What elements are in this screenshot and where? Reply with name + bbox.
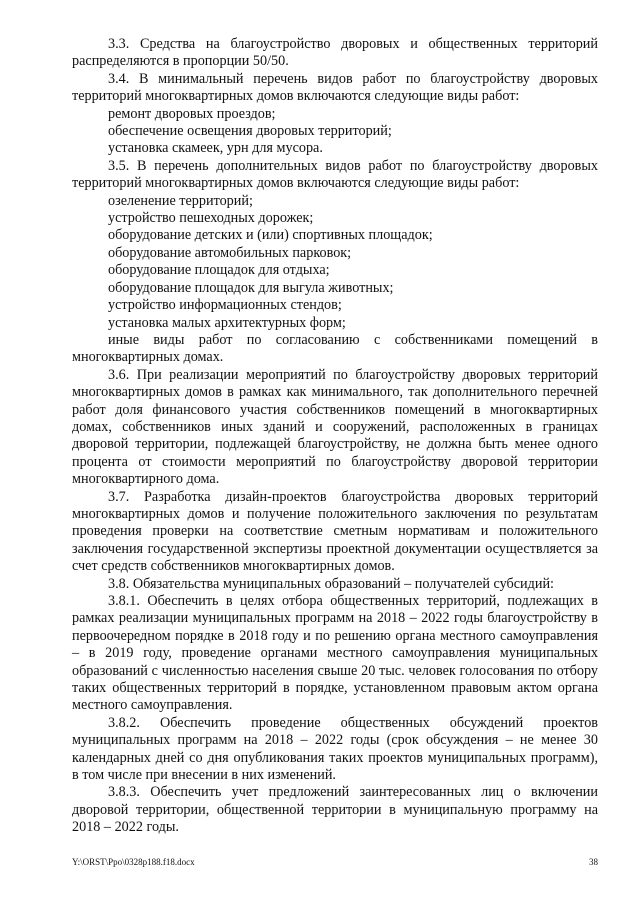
list-item: ремонт дворовых проездов;	[108, 105, 276, 122]
paragraph-3-6: 3.6. При реализации мероприятий по благоустройству дворовых территорий многоквартирных домов в рамках как минимального, так дополнительного перечней работ доля финансового участия собственников помещений в многоквартирных домах, собственников иных зданий и сооружений, расположенных в границах дворовой территории, подлежащей благоустройству, не должна быть менее одного процента от стоимости мероприятий по благоустройству дворовой территории многоквартирного дома.	[72, 366, 598, 488]
list-item: установка малых архитектурных форм;	[108, 314, 346, 331]
paragraph-3-8: 3.8. Обязательства муниципальных образований – получателей субсидий:	[108, 575, 554, 592]
list-item: оборудование детских и (или) спортивных площадок;	[108, 227, 433, 244]
page-number: 38	[589, 857, 598, 867]
paragraph-3-3: 3.3. Средства на благоустройство дворовых и общественных территорий распределяются в пропорции 50/50.	[72, 36, 598, 70]
paragraph-3-4: 3.4. В минимальный перечень видов работ по благоустройству дворовых территорий многоквартирных домов включаются следующие виды работ:	[72, 70, 598, 105]
paragraph-3-5: 3.5. В перечень дополнительных видов работ по благоустройству дворовых территорий многоквартирных домов включаются следующие виды работ:	[72, 157, 598, 192]
paragraph-3-8-1: 3.8.1. Обеспечить в целях отбора общественных территорий, подлежащих в рамках реализации муниципальных программ на 2018 – 2022 годы благоустройству в первоочередном порядке в 2018 году и по решению органа местного самоуправления – в 2019 году, проведение органами местного самоуправления муниципальных образований с численностью населения свыше 20 тыс. человек голосования по отбору таких общественных территорий в порядке, установленном правовым актом органа местного самоуправления.	[72, 593, 598, 714]
list-item: оборудование площадок для отдыха;	[108, 262, 330, 279]
list-item: устройство пешеходных дорожек;	[108, 210, 314, 227]
document-page	[72, 36, 598, 837]
file-path: Y:\ORST\Ppo\0328p188.f18.docx	[72, 857, 195, 867]
list-item: озеленение территорий;	[108, 192, 253, 209]
paragraph-3-7: 3.7. Разработка дизайн-проектов благоустройства дворовых территорий многоквартирных домов и получение положительного заключения по результатам проведения проверки на соответствие сметным нормативам и положительного заключения государственной экспертизы проектной документации осуществляется за счет средств собственников многоквартирных домов.	[72, 488, 598, 575]
list-item-last: иные виды работ по согласованию с собственниками помещений в многоквартирных домах.	[72, 331, 598, 366]
paragraph-3-8-3: 3.8.3. Обеспечить учет предложений заинтересованных лиц о включении дворовой территории, общественной территории в муниципальную программу на 2018 – 2022 годы.	[72, 784, 598, 836]
paragraph-3-8-2: 3.8.2. Обеспечить проведение общественных обсуждений проектов муниципальных программ на 2018 – 2022 годы (срок обсуждения – не менее 30 календарных дней со дня опубликования таких проектов муниципальных программ), в том числе при внесении в них изменений.	[72, 714, 598, 784]
list-item: оборудование автомобильных парковок;	[108, 244, 352, 261]
list-item: обеспечение освещения дворовых территорий;	[108, 123, 392, 140]
list-item: устройство информационных стендов;	[108, 297, 342, 314]
list-item: установка скамеек, урн для мусора.	[108, 140, 323, 157]
page-footer	[72, 857, 598, 867]
list-item: оборудование площадок для выгула животных;	[108, 279, 394, 296]
